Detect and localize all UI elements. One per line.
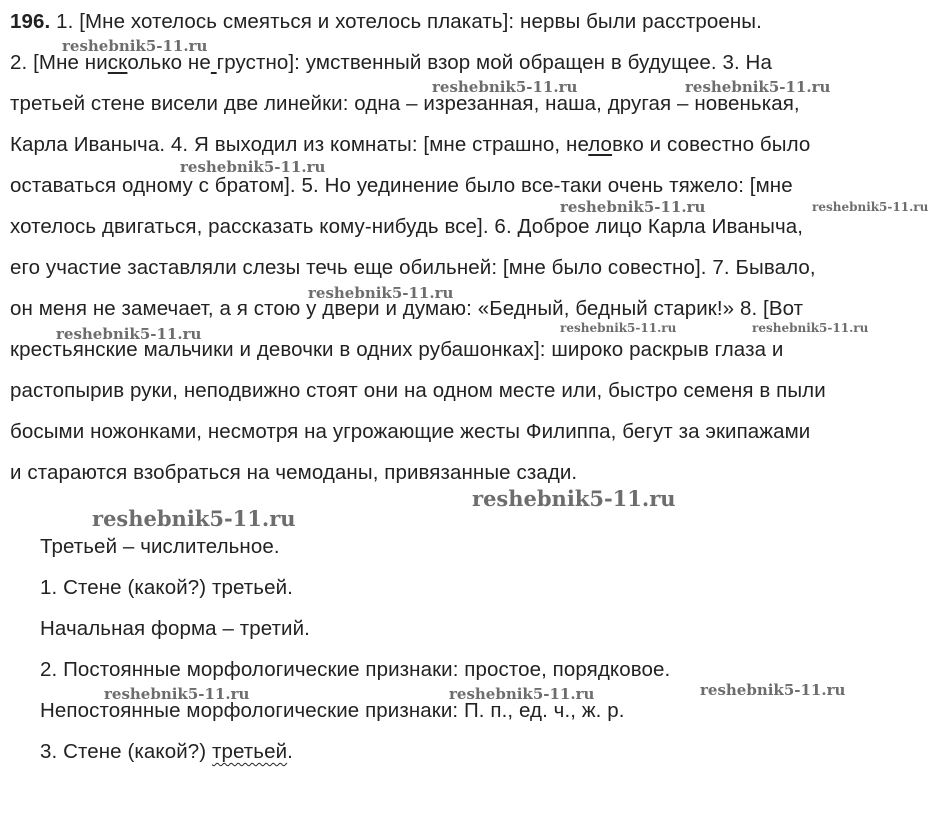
wavy-underlined-word: третьей bbox=[212, 740, 288, 763]
watermark: reshebnik5-11.ru bbox=[56, 325, 202, 343]
analysis-text: 3. Стене (какой?) bbox=[40, 740, 212, 763]
analysis-text: Начальная форма – третий. bbox=[40, 617, 310, 640]
watermark: reshebnik5-11.ru bbox=[812, 200, 929, 214]
exercise-number: 196. bbox=[10, 10, 51, 33]
text-line-4 bbox=[10, 133, 810, 157]
text-line-7 bbox=[10, 256, 816, 280]
watermark: reshebnik5-11.ru bbox=[62, 37, 208, 55]
text-line-12 bbox=[10, 461, 577, 485]
text-segment: босыми ножонками, несмотря на угрожающие жесты Филиппа, бегут за экипажами bbox=[10, 420, 811, 443]
underlined-segment: ск bbox=[107, 51, 128, 74]
text-line-1 bbox=[10, 10, 762, 34]
text-segment: растопырив руки, неподвижно стоят они на одном месте или, быстро семеня в пыли bbox=[10, 379, 826, 402]
watermark: reshebnik5-11.ru bbox=[104, 685, 250, 703]
text-segment: оставаться одному с братом]. 5. Но уединение было все-таки очень тяжело: [мне bbox=[10, 174, 793, 197]
text-segment: его участие заставляли слезы течь еще обильней: [мне было совестно]. 7. Бывало, bbox=[10, 256, 816, 279]
watermark: reshebnik5-11.ru bbox=[449, 685, 595, 703]
text-segment: Карла Иваныча. 4. Я выходил из комнаты: [мне страшно, не bbox=[10, 133, 589, 156]
text-line-6 bbox=[10, 215, 803, 239]
analysis-line-6 bbox=[40, 740, 293, 764]
analysis-text: . bbox=[287, 740, 293, 763]
text-line-10 bbox=[10, 379, 826, 403]
watermark: reshebnik5-11.ru bbox=[560, 198, 706, 216]
text-line-11 bbox=[10, 420, 810, 444]
analysis-text: 1. Стене (какой?) третьей. bbox=[40, 576, 293, 599]
text-line-5 bbox=[10, 174, 793, 198]
text-segment: грустно]: умственный взор мой обращен в будущее. 3. На bbox=[216, 51, 772, 74]
text-segment: 2. [Мне ни bbox=[10, 51, 108, 74]
analysis-line-2 bbox=[40, 576, 293, 600]
text-line-3 bbox=[10, 92, 800, 116]
text-segment: 1. [Мне хотелось смеяться и хотелось плакать]: нервы были расстроены. bbox=[50, 10, 762, 33]
watermark: reshebnik5-11.ru bbox=[752, 321, 869, 335]
watermark: reshebnik5-11.ru bbox=[700, 681, 846, 699]
watermark: reshebnik5-11.ru bbox=[685, 78, 831, 96]
text-segment: и стараются взобраться на чемоданы, привязанные сзади. bbox=[10, 461, 578, 484]
text-segment: вко и совестно было bbox=[612, 133, 811, 156]
watermark: reshebnik5-11.ru bbox=[180, 158, 326, 176]
watermark: reshebnik5-11.ru bbox=[432, 78, 578, 96]
text-segment: хотелось двигаться, рассказать кому-нибудь все]. 6. Доброе лицо Карла Иваныча, bbox=[10, 215, 804, 238]
watermark: reshebnik5-11.ru bbox=[308, 284, 454, 302]
text-segment: третьей стене висели две линейки: одна – изрезанная, наша, другая – новенькая, bbox=[10, 92, 800, 115]
analysis-text: 2. Постоянные морфологические признаки: простое, порядковое. bbox=[40, 658, 671, 681]
text-segment: крестьянские мальчики и девочки в одних рубашонках]: широко раскрыв глаза и bbox=[10, 338, 784, 361]
text-segment: олько не bbox=[127, 51, 211, 74]
watermark: reshebnik5-11.ru bbox=[560, 321, 677, 335]
analysis-line-3 bbox=[40, 617, 310, 641]
analysis-line-1 bbox=[40, 535, 280, 559]
analysis-text: Третьей – числительное. bbox=[40, 535, 280, 558]
underlined-segment: ло bbox=[588, 133, 613, 156]
watermark: reshebnik5-11.ru bbox=[472, 486, 676, 511]
watermark: reshebnik5-11.ru bbox=[92, 506, 296, 531]
text-segment: он меня не замечает, а я стою у двери и думаю: «Бедный, бедный старик!» 8. [Вот bbox=[10, 297, 804, 320]
analysis-text: Непостоянные морфологические признаки: П. п., ед. ч., ж. р. bbox=[40, 699, 625, 722]
analysis-line-4 bbox=[40, 658, 670, 682]
